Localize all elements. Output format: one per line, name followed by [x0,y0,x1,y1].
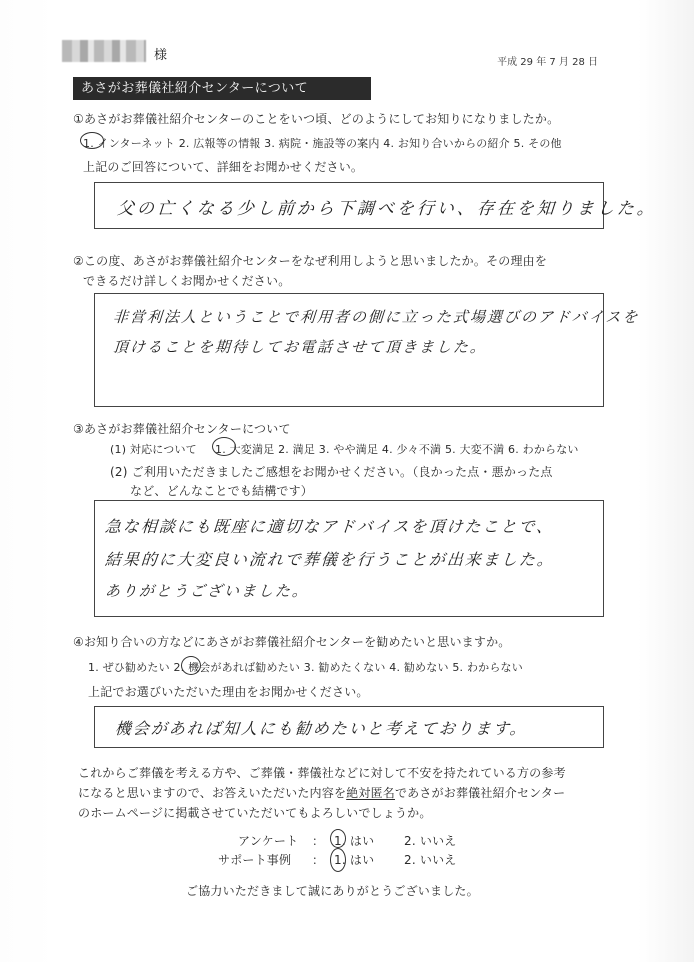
q3-answer-box [94,500,604,617]
q4-options: 1. ぜひ勧めたい 2. 機会があれば勧めたい 3. 勧めたくない 4. 勧めない 5. わからない [88,661,523,674]
consent-row2-colon: ： [312,853,325,867]
q2-handwritten-line2: 頂けることを期待してお電話させて頂きました。 [112,338,488,356]
q2-handwritten-line1: 非営利法人ということで利用者の側に立った式場選びのアドバイスを [112,308,641,326]
q1-selection-circle [80,132,104,149]
consent-row1-yes: 1. はい [334,834,375,848]
q2-answer-box [94,293,641,407]
q3-handwritten-line2: 結果的に大変良い流れで葬儀を行うことが出来ました。 [104,550,556,569]
consent-line2 [78,784,565,801]
section-title: あさがお葬儀社紹介センターについて [73,77,371,100]
q3-handwritten-line3: ありがとうございました。 [104,582,310,600]
honorific: 様 [154,48,168,63]
q1-handwritten-answer: 父の亡くなる少し前から下調べを行い、存在を知りました。 [116,199,658,219]
consent-line2-pre: になると思いますので、お答えいただいた内容を [78,786,347,800]
q3-sub2-line1: (2) ご利用いただきましたご感想をお聞かせください。（良かった点・悪かった点 [110,465,553,479]
consent-row2-circle [330,848,346,872]
q2-question-line1: ②この度、あさがお葬儀社紹介センターをなぜ利用しようと思いましたか。その理由を [73,254,548,268]
consent-row2-yes: 1. はい [334,853,375,867]
q4-detail-prompt: 上記でお選びいただいた理由をお聞かせください。 [88,685,369,699]
q3-sub2-line2: など、どんなことでも結構です） [130,484,314,498]
thanks-message: ご協力いただきまして誠にありがとうございました。 [186,884,479,898]
q2-question-line2: できるだけ詳しくお聞かせください。 [83,274,291,288]
consent-line3: のホームページに掲載させていただいてもよろしいでしょうか。 [78,806,432,820]
q1-detail-prompt: 上記のご回答について、詳細をお聞かせください。 [83,160,364,174]
consent-row1-label: アンケート [238,834,299,848]
q3-sub1-label: (1) 対応について [110,443,197,456]
consent-row1-no: 2. いいえ [404,834,457,848]
q1-answer-box [94,182,658,229]
q4-question: ④お知り合いの方などにあさがお葬儀社紹介センターを勧めたいと思いますか。 [73,635,511,649]
q4-answer-box [94,706,604,748]
consent-anonymous-emphasis: 絶対匿名 [346,786,395,800]
q4-handwritten-answer: 機会があれば知人にも勧めたいと考えております。 [114,719,529,738]
q3-handwritten-line1: 急な相談にも既座に適切なアドバイスを頂けたことで、 [104,517,555,536]
q3-sub1-options: 1. 大変満足 2. 満足 3. やや満足 4. 少々不満 5. 大変不満 6. わからない [215,443,579,456]
consent-line1: これからご葬儀を考える方や、ご葬儀・葬儀社などに対して不安を持たれている方の参考 [78,766,566,780]
q3-question: ③あさがお葬儀社紹介センターについて [73,422,291,436]
survey-date: 平成 29 年 7 月 28 日 [497,57,598,68]
q3-selection-circle [212,437,236,456]
consent-row2-label: サポート事例 [218,853,292,867]
consent-line2-post: であさがお葬儀社紹介センター [394,786,566,800]
q1-question: ①あさがお葬儀社紹介センターのことをいつ頃、どのようにしてお知りになりましたか。 [73,112,560,126]
consent-row1-circle [330,829,346,848]
q4-selection-circle [181,656,201,675]
consent-row2-no: 2. いいえ [404,853,457,867]
consent-row1-colon: ： [312,834,325,848]
redacted-name [62,40,146,62]
q1-options: 1. インターネット 2. 広報等の情報 3. 病院・施設等の案内 4. お知り合いからの紹介 5. その他 [83,137,562,150]
